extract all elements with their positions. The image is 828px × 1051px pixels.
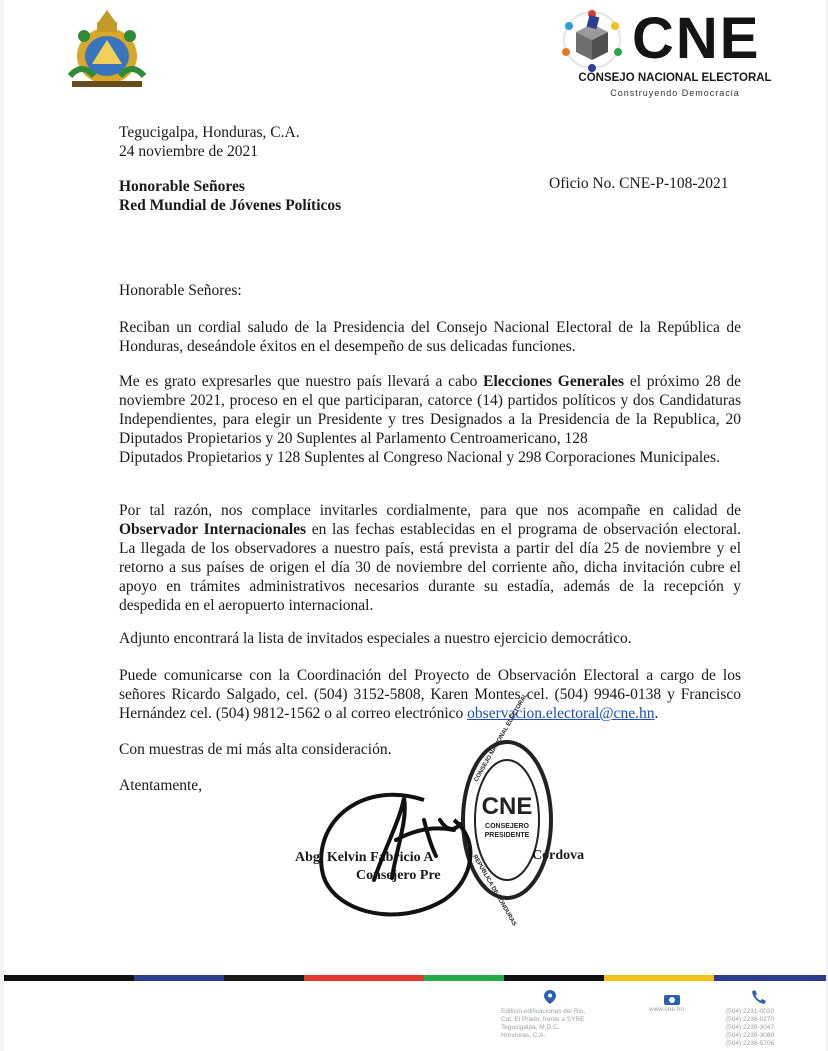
phone-3: (504) 2239-3047 <box>726 1024 775 1031</box>
phone-1: (504) 2231-0020 <box>726 1008 775 1015</box>
org-name: CONSEJO NACIONAL ELECTORAL <box>578 72 772 84</box>
paragraph-1-text: Reciban un cordial saludo de la Presidencia del Consejo Nacional Electoral de la República de Honduras, deseándole éxitos en el desempeño de sus delicadas funciones. <box>119 319 741 355</box>
paragraph-2 <box>119 372 741 467</box>
stamp-ring-top: CONSEJO NACIONAL ELECTORAL <box>473 692 530 783</box>
address-line-1: Edificio edificaciones del Rio, <box>501 1008 586 1015</box>
stamp-sub-2: PRESIDENTE <box>484 832 530 839</box>
cne-logo <box>552 6 797 102</box>
cne-brand: CNE <box>632 6 761 71</box>
paragraph-4: Adjunto encontrará la lista de invitados especiales a nuestro ejercicio democrático. <box>119 630 632 647</box>
web-icon <box>664 993 680 1005</box>
addressee-line-1: Honorable Señores <box>119 178 245 195</box>
location-pin-icon <box>544 990 556 1004</box>
addressee-line-2: Red Mundial de Jóvenes Políticos <box>119 197 342 214</box>
addressee <box>119 177 341 215</box>
phone-5: (504) 2236-5706 <box>726 1040 775 1047</box>
closing: Con muestras de mi más alta consideración. <box>119 741 392 758</box>
p5-text: Puede comunicarse con la Coordinación del Proyecto de Observación Electoral a cargo de los señores Ricardo Salgado, cel. (504) 3152-5808, Karen Montes cel. (504) 9946-0138 y Francisco Hernández cel. (504) 9812-1562 o al correo electrónico <box>119 667 741 722</box>
p3-text-b: en las fechas establecidas en el programa de observación electoral. La llegada de los observadores a nuestro país, está prevista a partir del día 25 de noviembre y el retorno a sus países de origen el día 30 de noviembre del corriente año, dicha invitación cubre el apoyo en trámites administrativos necesarios durante su estadía, además de la recepción y despedida en el aeropuerto internacional. <box>119 521 741 614</box>
p5-end: . <box>654 705 659 722</box>
org-motto: Construyendo Democracia <box>610 88 740 98</box>
footer-website: www.cne.hn <box>649 1006 685 1013</box>
p2-text-c: Diputados Propietarios y 128 Suplentes al Congreso Nacional y 298 Corporaciones Municipales. <box>119 449 720 466</box>
phone-icon <box>752 990 766 1004</box>
city-line: Tegucigalpa, Honduras, C.A. <box>119 124 300 141</box>
greeting: Honorable Señores: <box>119 282 242 299</box>
p2-text-a: Me es grato expresarles que nuestro país llevará a cabo <box>119 373 484 390</box>
phone-2: (504) 2236-0270 <box>726 1016 775 1023</box>
p3-text-a: Por tal razón, nos complace invitarles cordialmente, para que nos acompañe en calidad de <box>119 502 741 519</box>
date-line: 24 noviembre de 2021 <box>119 143 259 160</box>
sign-off: Atentamente, <box>119 777 203 794</box>
address-line-3: Tegucigalpa, M.D.C. <box>501 1024 560 1031</box>
footer-stripe <box>4 975 826 981</box>
letter-page <box>4 0 826 1051</box>
handwritten-signature <box>304 760 504 930</box>
p2-text-b: el próximo 28 de noviembre 2021, proceso en el que participaran, catorce (14) partidos políticos y dos Candidaturas Independientes, para elegir un Presidente y tres Designados a la Presidencia de la Republica, 20 Diputados Propietarios y 20 Suplentes al Parlamento Centroamericano, 128 <box>119 373 742 447</box>
footer-address <box>501 1008 621 1040</box>
signer-name: Abg. Kelvin Fabricio A <box>295 850 434 865</box>
stamp-ring-bottom: REPÚBLICA DE HONDURAS <box>471 854 518 928</box>
email-link[interactable]: observacion.electoral@cne.hn <box>467 705 655 722</box>
phone-4: (504) 2239-3080 <box>726 1032 775 1039</box>
paragraph-1 <box>119 318 741 356</box>
signer-last-name: Córdova <box>532 848 585 863</box>
p2-bold: Elecciones Generales <box>483 373 625 390</box>
address-line-2: Col. El Prado, frente a SYRE <box>501 1016 585 1023</box>
place-date <box>119 123 300 161</box>
ballot-box-icon <box>552 8 632 74</box>
address-line-4: Honduras, C.A. <box>501 1032 546 1039</box>
paragraph-5 <box>119 666 741 723</box>
stamp-sub-1: CONSEJERO <box>485 823 529 830</box>
p3-bold: Observador Internacionales <box>119 521 307 538</box>
signer-title: Consejero Pre <box>356 868 441 883</box>
stamp-center: CNE <box>481 793 533 820</box>
honduras-seal-icon <box>64 6 150 98</box>
oficio-number: Oficio No. CNE-P-108-2021 <box>549 175 729 192</box>
footer-phones <box>726 1008 774 1048</box>
paragraph-3 <box>119 501 741 615</box>
